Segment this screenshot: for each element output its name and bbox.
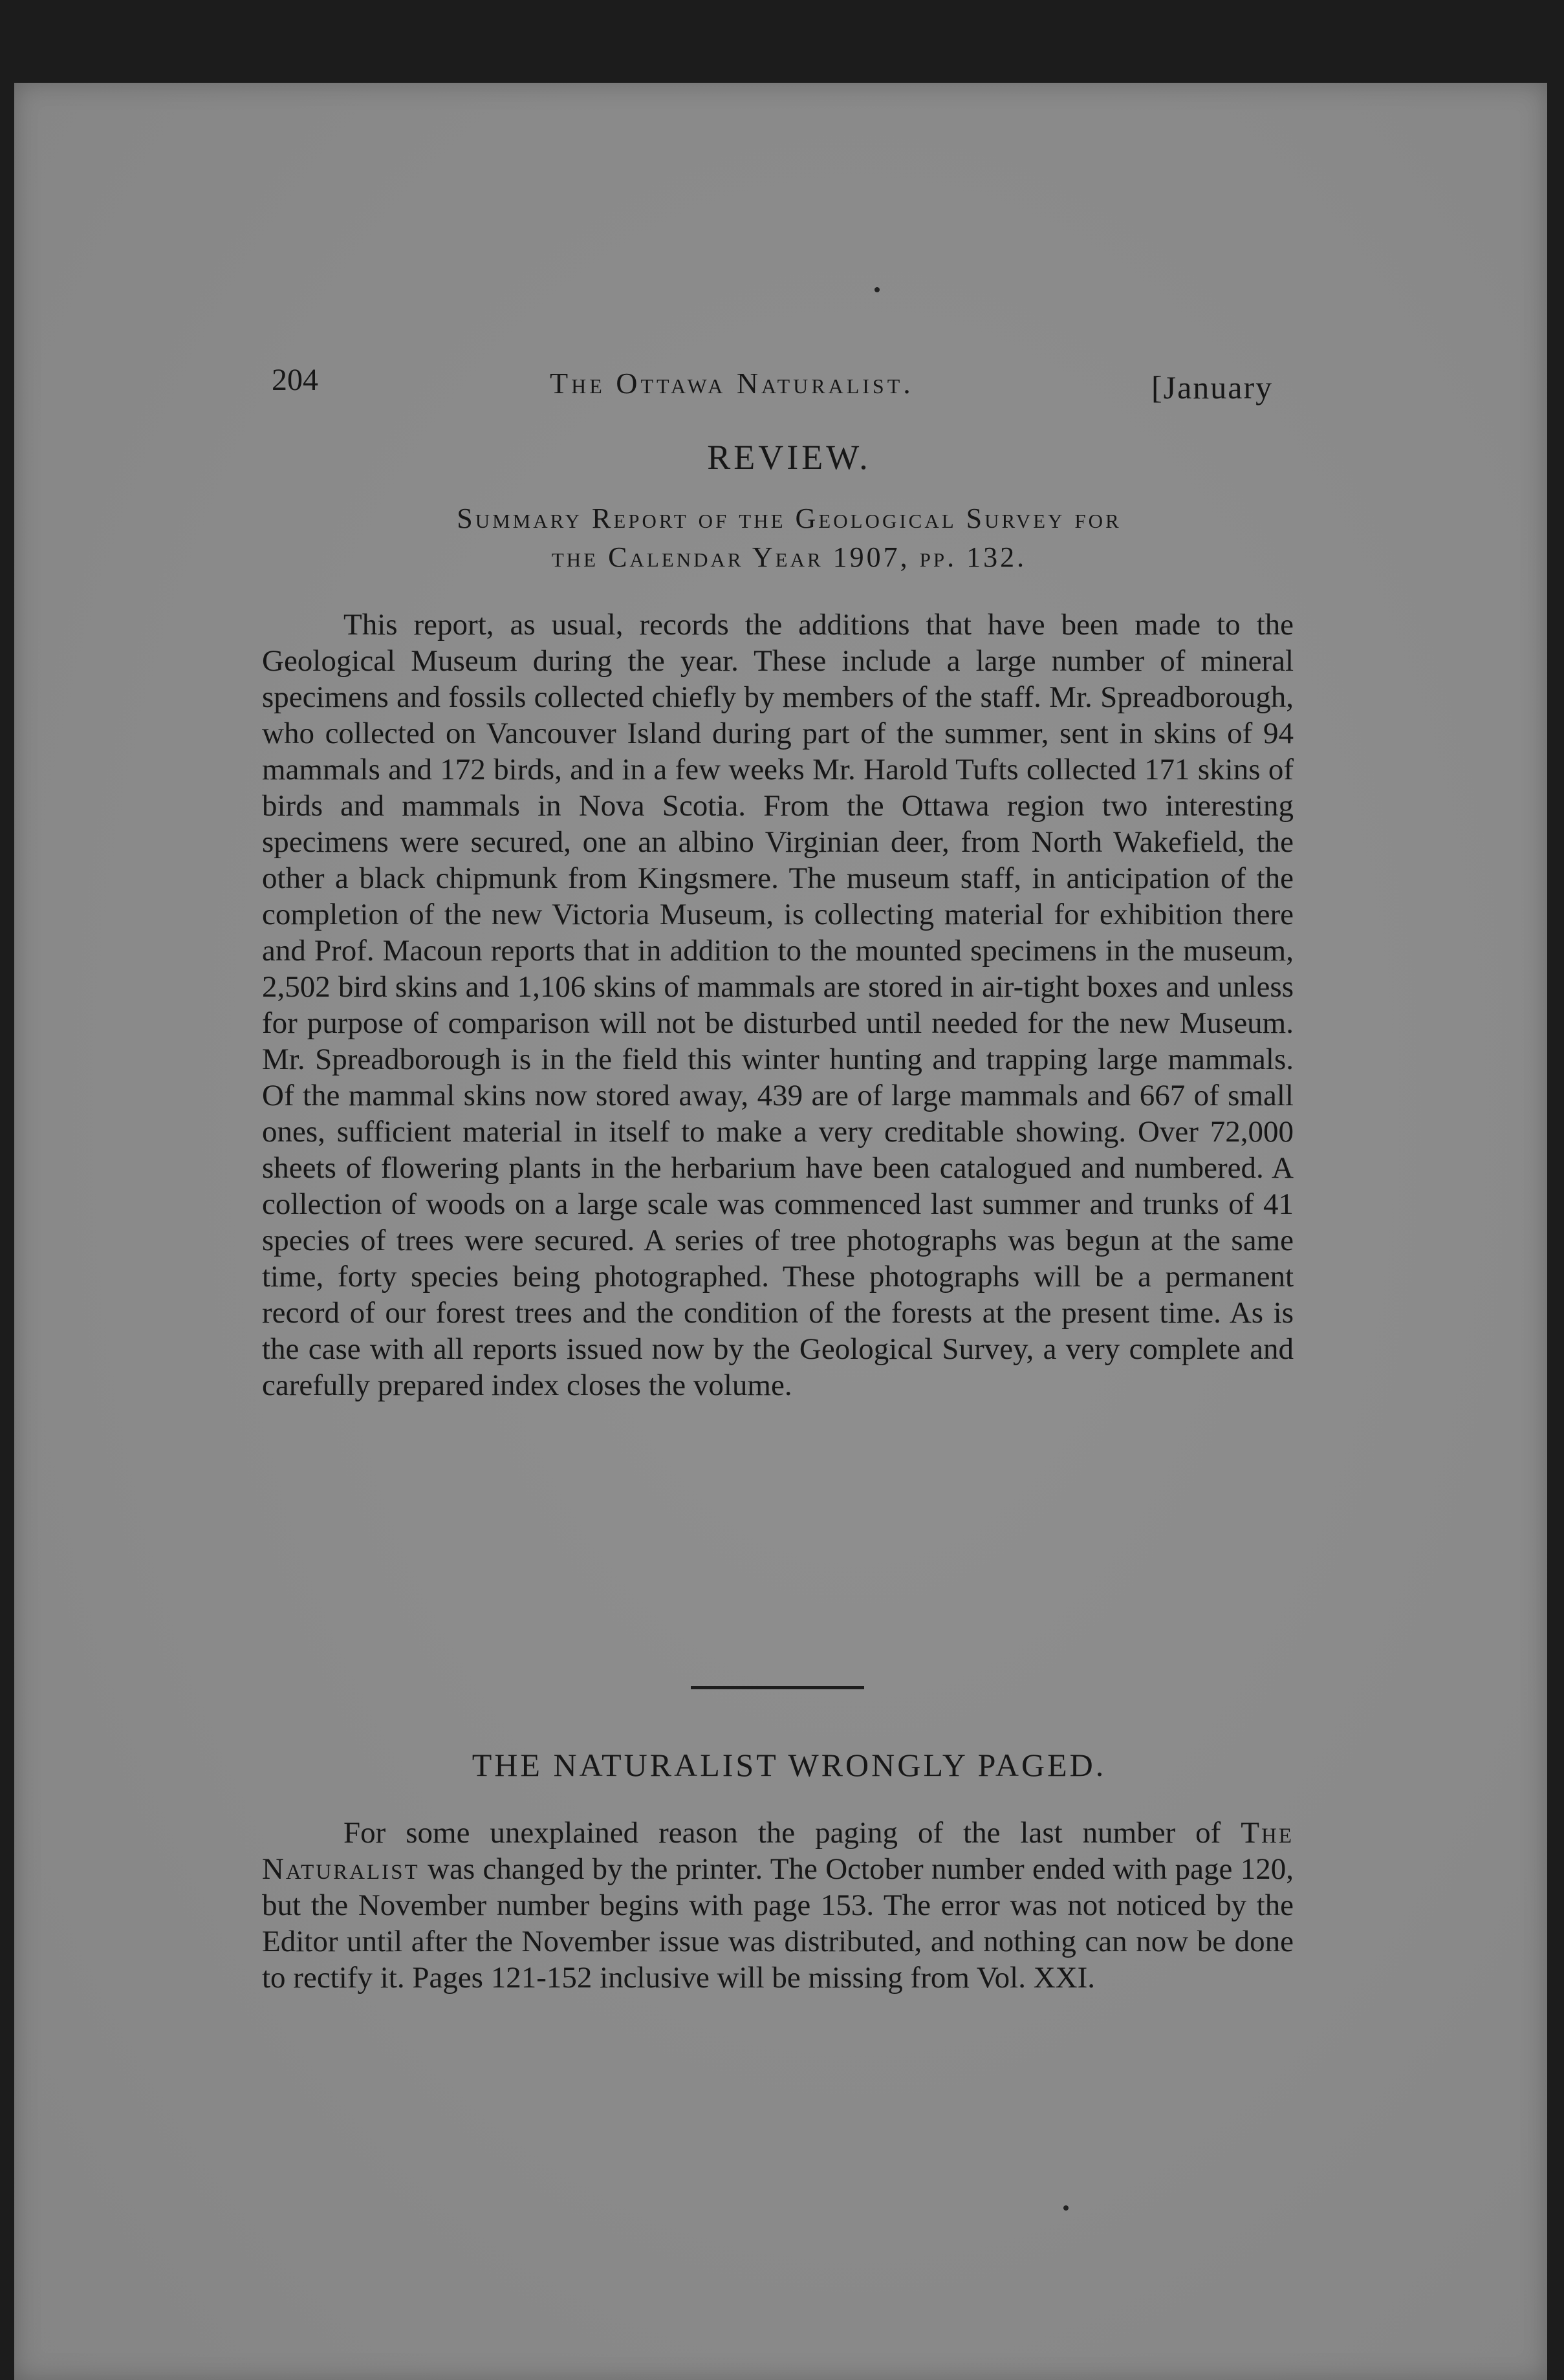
running-head bbox=[272, 362, 1307, 407]
review-subtitle-line-2: the Calendar Year 1907, pp. 132. bbox=[551, 541, 1027, 573]
review-body: This report, as usual, records the additions that have been made to the Geological Museum during the year. These include a large number of mineral specimens and fossils collected chiefly by members of the staff. Mr. Spreadborough, who collected on Vancouver Island during part of the summer, sent in skins of 94 mammals and 172 birds, and in a few weeks Mr. Harold Tufts collected 171 skins of birds and mammals in Nova Scotia. From the Ottawa region two interesting specimens were secured, one an albino Virginian deer, from North Wakefield, the other a black chipmunk from Kingsmere. The museum staff, in anticipation of the completion of the new Victoria Museum, is collecting material for exhibition there and Prof. Macoun reports that in addition to the mounted specimens in the museum, 2,502 bird skins and 1,106 skins of mammals are stored in air-tight boxes and unless for purpose of comparison will not be disturbed until needed for the new Museum. Mr. Spreadborough is in the field this winter hunting and trapping large mammals. Of the mammal skins now stored away, 439 are of large mammals and 667 of small ones, sufficient material in itself to make a very creditable showing. Over 72,000 sheets of flowering plants in the herbarium have been catalogued and numbered. A collection of woods on a large scale was commenced last summer and trunks of 41 species of trees were secured. A series of tree photographs was begun at the same time, forty species being photographed. These photographs will be a permanent record of our forest trees and the condition of the forests at the present time. As is the case with all reports issued now by the Geological Survey, a very complete and carefully prepared index closes the volume. bbox=[262, 608, 1294, 1402]
journal-name-inline: The Naturalist bbox=[262, 1816, 1294, 1886]
notice-body-end: was changed by the printer. The October number ended with page 120, but the November number begins with page 153. The error was not noticed by the Editor until after the November issue was distributed, and nothing can now be done to rectify it. Pages 121-152 inclusive will be missing from Vol. XXI. bbox=[262, 1852, 1294, 1995]
journal-title: The Ottawa Naturalist. bbox=[550, 367, 914, 400]
section-divider bbox=[691, 1686, 864, 1689]
page-number: 204 bbox=[272, 363, 318, 397]
notice-body-start: For some unexplained reason the paging of the last number of bbox=[343, 1816, 1241, 1850]
notice-heading: THE NATURALIST WRONGLY PAGED. bbox=[472, 1747, 1107, 1783]
notice-body bbox=[262, 1815, 1294, 1996]
issue-month: [January bbox=[1151, 369, 1274, 406]
review-subtitle-line-1: Summary Report of the Geological Survey for bbox=[457, 503, 1122, 534]
speck-mark bbox=[1063, 2205, 1069, 2211]
speck-mark bbox=[874, 287, 880, 292]
review-heading: REVIEW. bbox=[707, 438, 871, 477]
